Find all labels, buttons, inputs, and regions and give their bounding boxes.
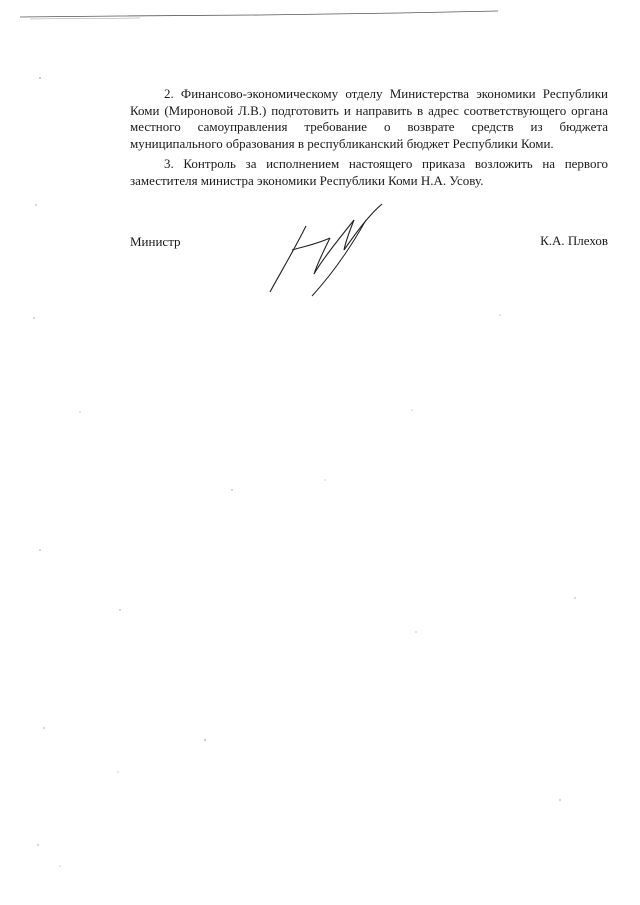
- signatory-name: К.А. Плехов: [540, 233, 608, 248]
- handwritten-signature: [262, 200, 392, 300]
- document-body: [130, 86, 608, 189]
- top-scan-rule: [0, 0, 640, 30]
- signatory-title: Министр: [130, 234, 181, 249]
- paragraph-3: 3. Контроль за исполнением настоящего приказа возложить на первого заместителя министра экономики Республики Коми Н.А. Усову.: [130, 156, 608, 188]
- paragraph-2: 2. Финансово-экономическому отделу Министерства экономики Республики Коми (Мироновой Л.В.) подготовить и направить в адрес соответствующего органа местного самоуправления требование о возврате средств из бюджета муниципального образования в республиканский бюджет Республики Коми.: [130, 86, 608, 151]
